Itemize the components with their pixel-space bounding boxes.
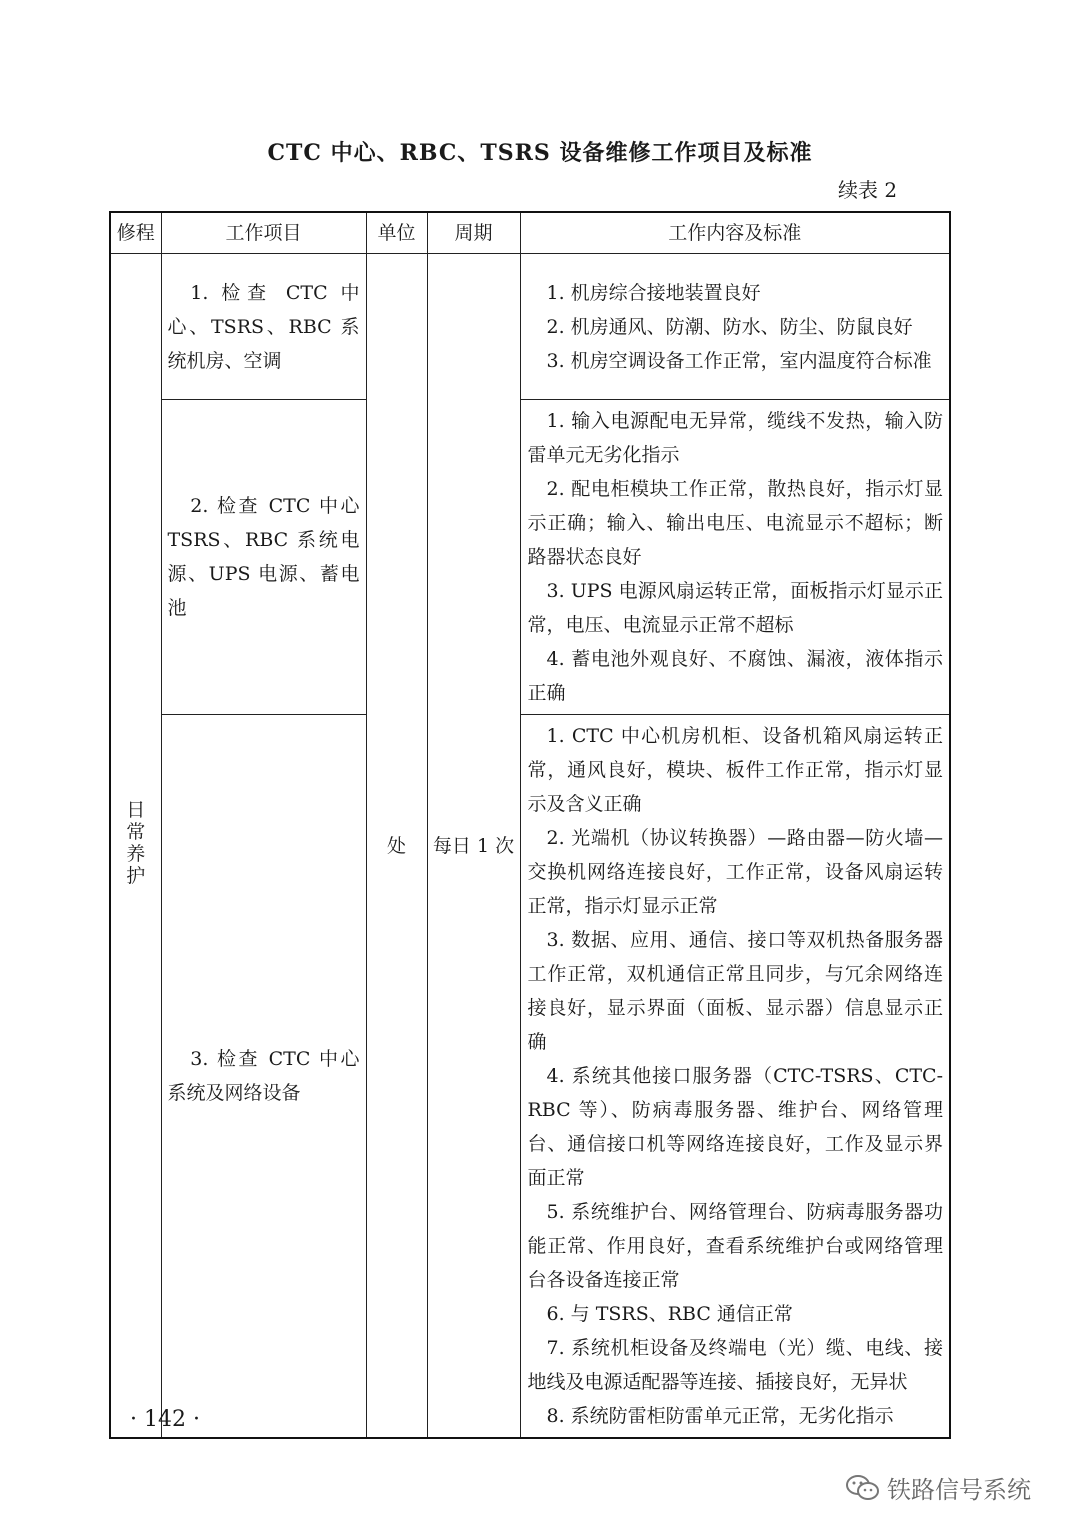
content-cell [520, 400, 950, 715]
content-line: 1. 输入电源配电无异常，缆线不发热，输入防雷单元无劣化指示 [527, 410, 943, 466]
header-content-standard: 工作内容及标准 [520, 212, 950, 254]
work-item-cell [161, 400, 366, 715]
work-item-text: 2. 检查 CTC 中心 TSRS、RBC 系统电源、UPS 电源、蓄电池 [167, 495, 360, 619]
table-row [110, 715, 950, 1439]
content-line: 8. 系统防雷柜防雷单元正常，无劣化指示 [546, 1405, 894, 1427]
content-line: 3. UPS 电源风扇运转正常，面板指示灯显示正常，电压、电流显示正常不超标 [527, 580, 943, 636]
content-line: 1. 机房综合接地装置良好 [546, 281, 761, 304]
table-header-row [110, 212, 950, 254]
header-unit: 单位 [366, 212, 427, 254]
watermark-text: 铁路信号系统 [887, 1476, 1031, 1504]
work-item-cell [161, 254, 366, 400]
content-line: 5. 系统维护台、网络管理台、防病毒服务器功能正常、作用良好，查看系统维护台或网络管理台各设备连接正常 [527, 1201, 943, 1291]
chat-bubble-icon [845, 1473, 881, 1503]
content-cell [520, 715, 950, 1439]
unit-cell: 处 [366, 254, 427, 1439]
period-cell: 每日 1 次 [427, 254, 520, 1439]
content-line: 2. 配电柜模块工作正常，散热良好，指示灯显示正确；输入、输出电压、电流显示不超标；断路器状态良好 [527, 478, 943, 568]
table-row [110, 254, 950, 400]
watermark [845, 1470, 1031, 1505]
content-line: 2. 光端机（协议转换器）—路由器—防火墙—交换机网络连接良好，工作正常，设备风扇运转正常，指示灯显示正常 [527, 827, 943, 917]
header-period: 周期 [427, 212, 520, 254]
document-title: CTC 中心、RBC、TSRS 设备维修工作项目及标准 [267, 140, 813, 166]
work-item-text: 3. 检查 CTC 中心系统及网络设备 [167, 1048, 360, 1104]
content-line: 1. CTC 中心机房机柜、设备机箱风扇运转正常，通风良好，模块、板件工作正常，指示灯显示及含义正确 [527, 725, 943, 815]
work-item-text: 1. 检查 CTC 中心、TSRS、RBC 系统机房、空调 [167, 281, 360, 372]
content-cell [520, 254, 950, 400]
table-row [110, 400, 950, 715]
header-phase: 修程 [110, 212, 161, 254]
work-item-cell [161, 715, 366, 1439]
phase-cell [110, 254, 161, 1439]
content-line: 6. 与 TSRS、RBC 通信正常 [546, 1303, 793, 1325]
content-line: 4. 蓄电池外观良好、不腐蚀、漏液，液体指示正确 [527, 648, 943, 704]
content-line: 2. 机房通风、防潮、防水、防尘、防鼠良好 [546, 315, 913, 338]
content-line: 7. 系统机柜设备及终端电（光）缆、电线、接地线及电源适配器等连接、插接良好，无异状 [527, 1337, 943, 1393]
header-work-item: 工作项目 [161, 212, 366, 254]
page-number: · 142 · [130, 1407, 200, 1432]
continued-table-label: 续表 2 [838, 178, 898, 202]
content-line: 4. 系统其他接口服务器（CTC-TSRS、CTC-RBC 等）、防病毒服务器、维护台、网络管理台、通信接口机等网络连接良好，工作及显示界面正常 [527, 1065, 943, 1189]
content-line: 3. 机房空调设备工作正常，室内温度符合标准 [546, 349, 932, 372]
maintenance-table [109, 211, 951, 1439]
content-line: 3. 数据、应用、通信、接口等双机热备服务器工作正常，双机通信正常且同步，与冗余网络连接良好，显示界面（面板、显示器）信息显示正确 [527, 929, 943, 1053]
phase-label: 日常养护 [126, 798, 146, 887]
